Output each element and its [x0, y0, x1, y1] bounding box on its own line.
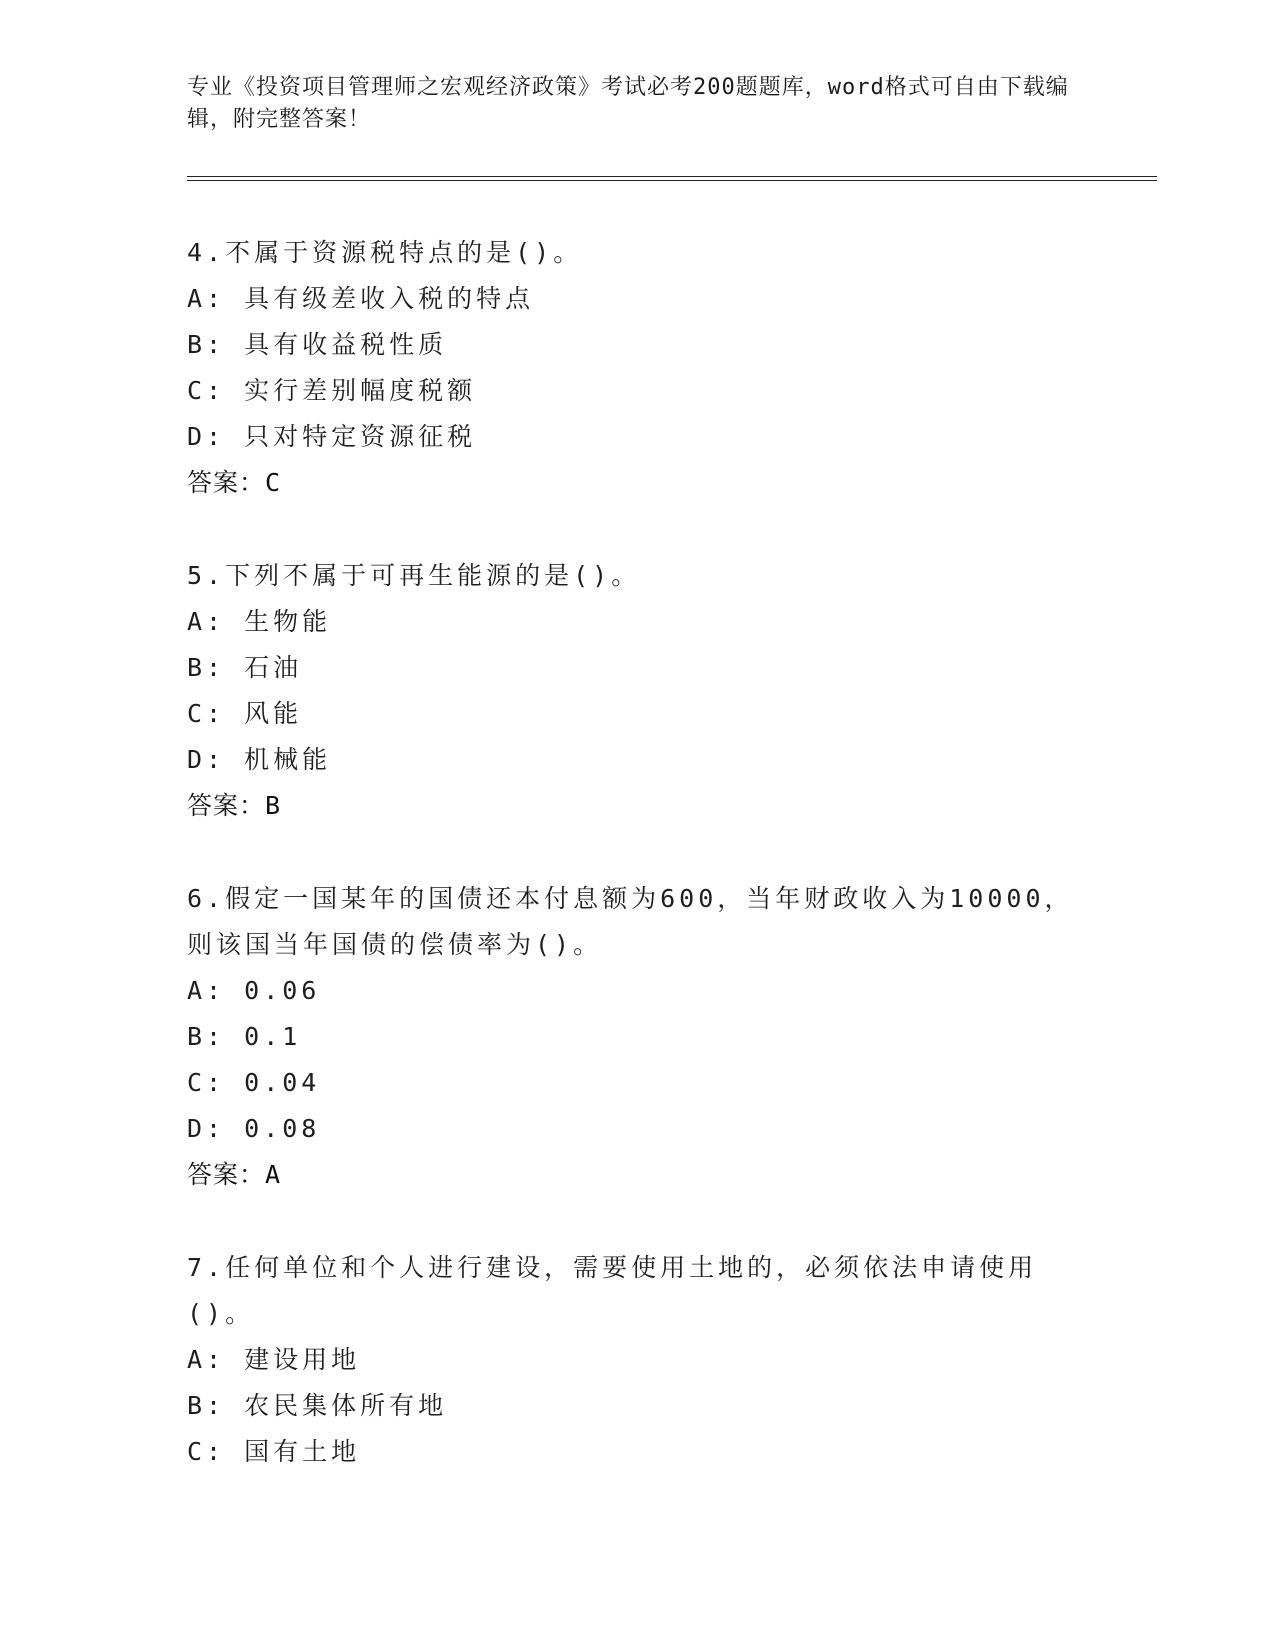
question-stem: 7.任何单位和个人进行建设，需要使用土地的，必须依法申请使用()。: [187, 1253, 1038, 1328]
option-c: C: 风能: [187, 699, 303, 728]
question-4: [187, 230, 1087, 506]
answer-value: B: [265, 791, 282, 820]
answer-line: [187, 460, 1087, 506]
answer-line: [187, 1152, 1087, 1198]
document-header: 专业《投资项目管理师之宏观经济政策》考试必考200题题库，word格式可自由下载编辑，附完整答案！: [187, 75, 1069, 132]
answer-label: 答案：: [187, 1160, 266, 1189]
option-a: A: 0.06: [187, 976, 321, 1005]
option-a: A: 生物能: [187, 607, 332, 636]
option-b: B: 具有收益税性质: [187, 330, 448, 359]
option-c: C: 国有土地: [187, 1437, 361, 1466]
answer-value: C: [265, 468, 282, 497]
question-stem: 4.不属于资源税特点的是()。: [187, 238, 583, 267]
option-c: C: 实行差别幅度税额: [187, 376, 477, 405]
question-5: [187, 553, 1087, 829]
option-a: A: 建设用地: [187, 1345, 361, 1374]
option-b: B: 石油: [187, 653, 303, 682]
question-stem: 6.假定一国某年的国债还本付息额为600，当年财政收入为10000，则该国当年国债的偿债率为()。: [187, 884, 1074, 959]
option-d: D: 机械能: [187, 745, 332, 774]
question-7: [187, 1245, 1087, 1475]
answer-value: A: [265, 1160, 282, 1189]
option-b: B: 0.1: [187, 1022, 302, 1051]
answer-label: 答案：: [187, 791, 266, 820]
question-list: [187, 230, 1087, 1522]
option-a: A: 具有级差收入税的特点: [187, 284, 535, 313]
answer-label: 答案：: [187, 468, 266, 497]
question-6: [187, 876, 1087, 1198]
option-c: C: 0.04: [187, 1068, 321, 1097]
header-divider: [187, 176, 1157, 181]
option-d: D: 0.08: [187, 1114, 321, 1143]
question-stem: 5.下列不属于可再生能源的是()。: [187, 561, 641, 590]
option-d: D: 只对特定资源征税: [187, 422, 477, 451]
option-b: B: 农民集体所有地: [187, 1391, 448, 1420]
answer-line: [187, 783, 1087, 829]
